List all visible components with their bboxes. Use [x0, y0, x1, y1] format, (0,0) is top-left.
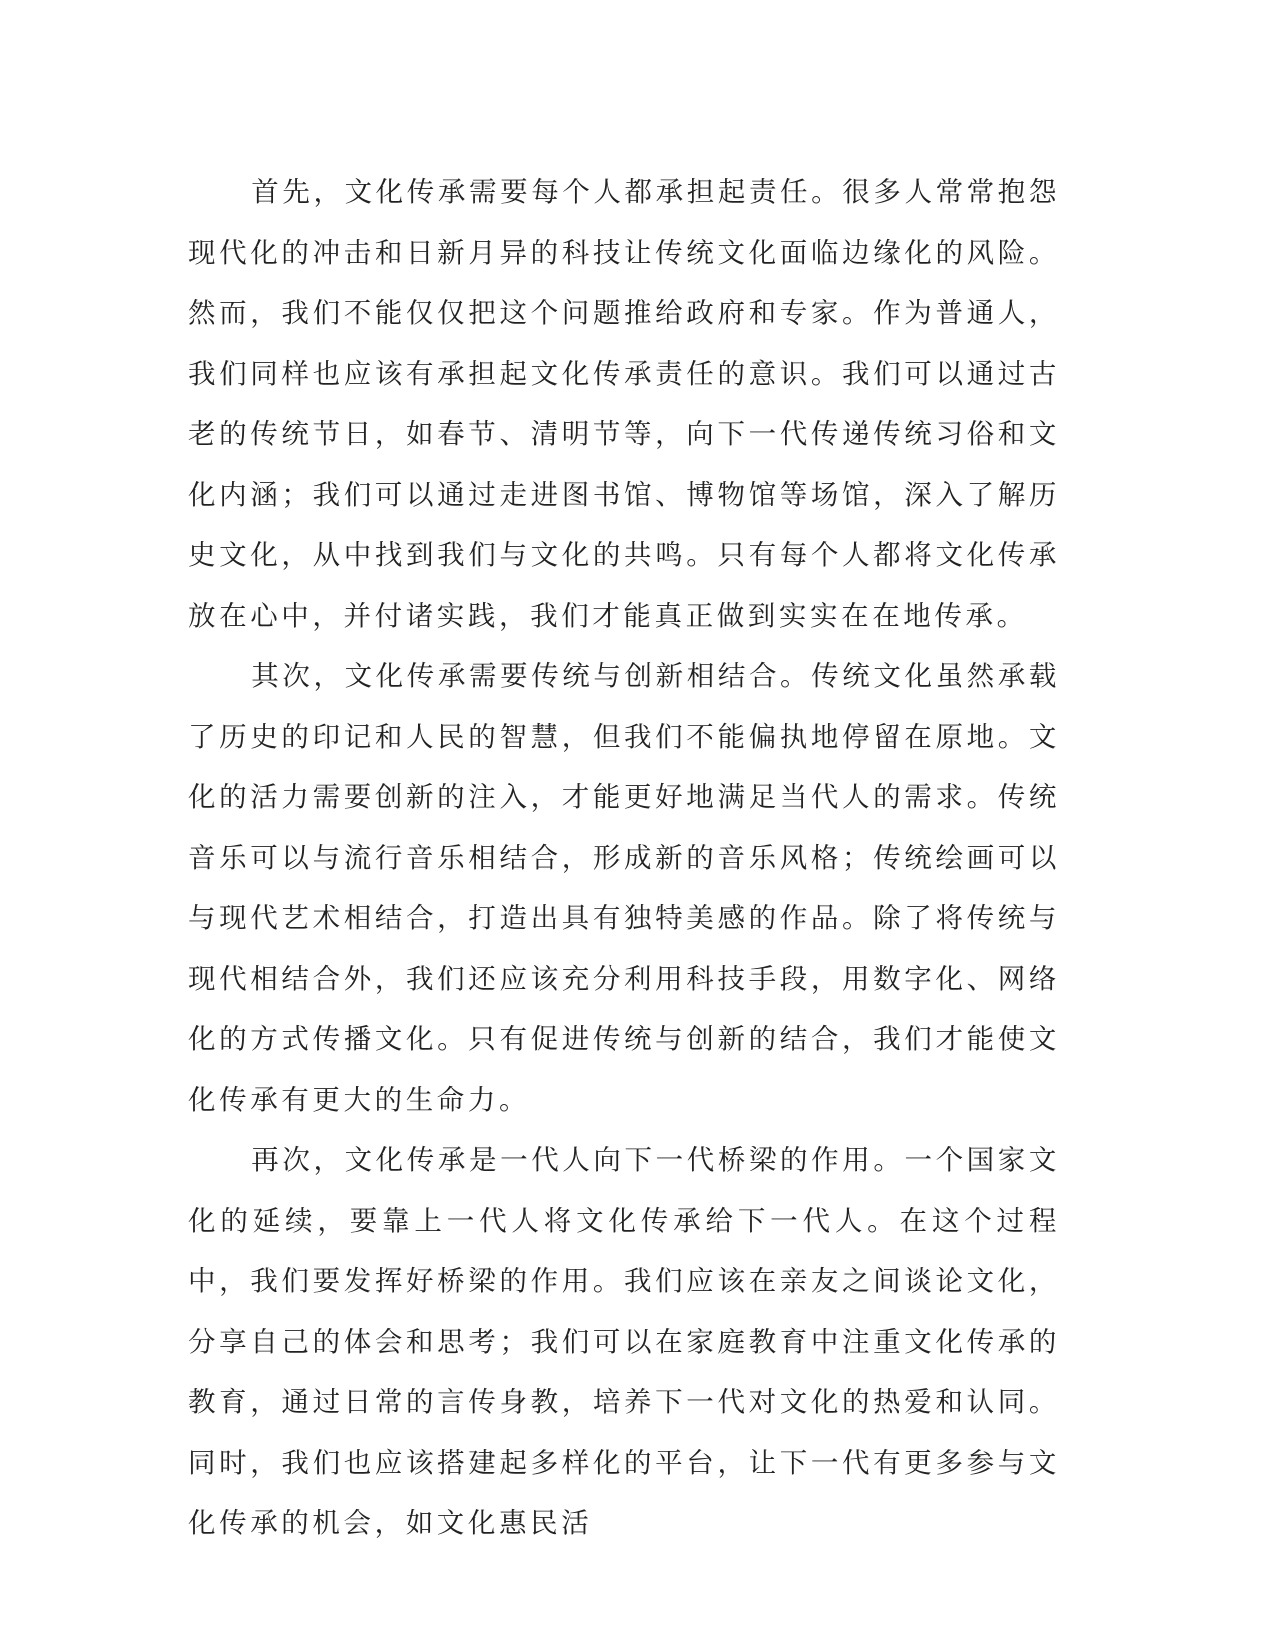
- paragraph-responsibility: 首先，文化传承需要每个人都承担起责任。很多人常常抱怨现代化的冲击和日新月异的科技让传统文化面临边缘化的风险。然而，我们不能仅仅把这个问题推给政府和专家。作为普通人，我们同样也应该有承担起文化传承责任的意识。我们可以通过古老的传统节日，如春节、清明节等，向下一代传递传统习俗和文化内涵；我们可以通过走进图书馆、博物馆等场馆，深入了解历史文化，从中找到我们与文化的共鸣。只有每个人都将文化传承放在心中，并付诸实践，我们才能真正做到实实在在地传承。: [188, 176, 1060, 632]
- document-body: [188, 162, 1060, 1554]
- paragraph-generational-bridge: 再次，文化传承是一代人向下一代桥梁的作用。一个国家文化的延续，要靠上一代人将文化传承给下一代人。在这个过程中，我们要发挥好桥梁的作用。我们应该在亲友之间谈论文化，分享自己的体会和思考；我们可以在家庭教育中注重文化传承的教育，通过日常的言传身教，培养下一代对文化的热爱和认同。同时，我们也应该搭建起多样化的平台，让下一代有更多参与文化传承的机会，如文化惠民活: [188, 1144, 1060, 1539]
- paragraph-tradition-innovation: 其次，文化传承需要传统与创新相结合。传统文化虽然承载了历史的印记和人民的智慧，但我们不能偏执地停留在原地。文化的活力需要创新的注入，才能更好地满足当代人的需求。传统音乐可以与流行音乐相结合，形成新的音乐风格；传统绘画可以与现代艺术相结合，打造出具有独特美感的作品。除了将传统与现代相结合外，我们还应该充分利用科技手段，用数字化、网络化的方式传播文化。只有促进传统与创新的结合，我们才能使文化传承有更大的生命力。: [188, 660, 1060, 1116]
